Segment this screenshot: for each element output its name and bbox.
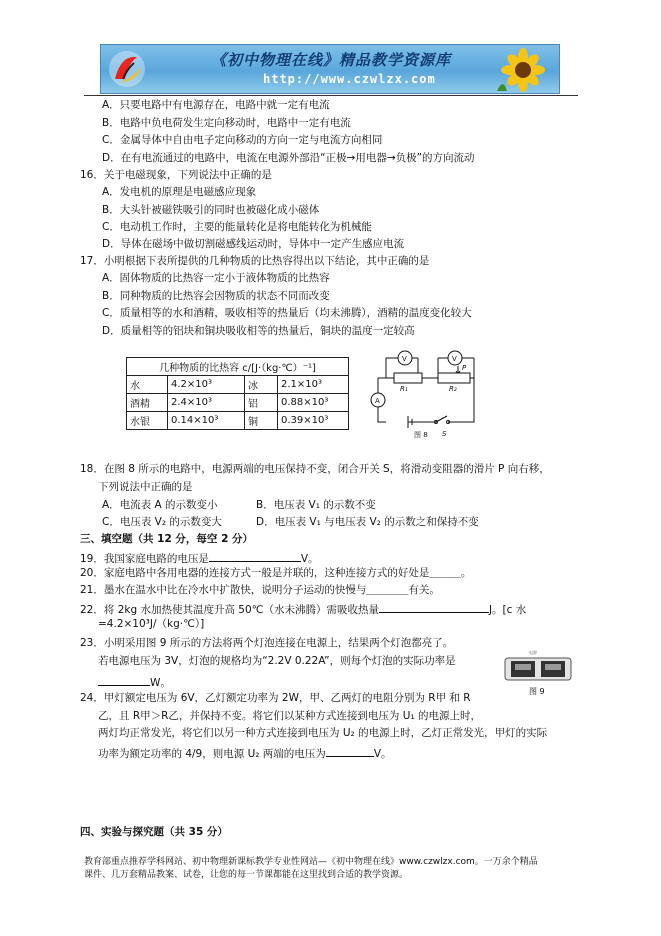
q18-stem-line1: 18．在图 8 所示的电路中，电源两端的电压保持不变，闭合开关 S，将滑动变阻器的滑片 P 向右移， — [80, 463, 550, 475]
header-rule — [84, 95, 578, 96]
banner-title: 《初中物理在线》精品教学资源库 — [211, 51, 452, 69]
q21: 21．墨水在温水中比在冷水中扩散快，说明分子运动的快慢与＿＿＿＿有关。 — [80, 584, 440, 596]
q24-answer-blank[interactable] — [326, 745, 374, 757]
table-header-row — [127, 358, 349, 376]
q24-unit: V。 — [373, 748, 392, 760]
v1-label: V — [402, 355, 407, 363]
table-caption: 几种物质的比热容 c/[J·（kg·℃）⁻¹] — [127, 358, 349, 376]
q20: 20．家庭电路中各用电器的连接方式一般是并联的，这种连接方式的好处是＿＿＿。 — [80, 567, 472, 579]
table-cell: 0.14×10³ — [168, 412, 245, 430]
table-cell: 铝 — [245, 394, 278, 412]
figure-8-caption: 图 8 — [414, 431, 428, 439]
section-3-heading: 三、填空题（共 12 分，每空 2 分） — [80, 533, 254, 545]
footer-line-2: 课件、几万套精品教案、试卷，让您的每一节课都能在这里找到合适的教学资源。 — [84, 870, 409, 880]
q23-answer-blank[interactable] — [98, 674, 150, 686]
slider-p-label: P — [462, 364, 467, 372]
table-cell: 0.88×10³ — [278, 394, 349, 412]
q16-stem: 16．关于电磁现象，下列说法中正确的是 — [80, 169, 272, 181]
q15-option-a: A．只要电路中有电源存在，电路中就一定有电流 — [102, 99, 330, 111]
q17-option-b: B．同种物质的比热容会因物质的状态不同而改变 — [102, 290, 330, 302]
q15-option-b: B．电路中负电荷发生定向移动时，电路中一定有电流 — [102, 117, 351, 129]
q22-line2: =4.2×10³J/（kg·℃）] — [98, 618, 205, 630]
site-logo-icon — [107, 49, 147, 89]
q23-line1: 23．小明采用图 9 所示的方法将两个灯泡连接在电源上，结果两个灯泡都亮了。 — [80, 637, 454, 649]
q17-option-c: C．质量相等的水和酒精，吸收相等的热量后（均未沸腾），酒精的温度变化较大 — [102, 307, 472, 319]
q15-option-d: D．在有电流通过的电路中，电流在电源外部沿“正极→用电器→负极”的方向流动 — [102, 152, 475, 164]
q24-line1: 24．甲灯额定电压为 6V，乙灯额定功率为 2W，甲、乙两灯的电阻分别为 R甲 和 R — [80, 692, 471, 704]
table-cell: 2.4×10³ — [168, 394, 245, 412]
q18-option-d: D．电压表 V₁ 与电压表 V₂ 的示数之和保持不变 — [256, 516, 479, 528]
q15-option-c: C．金属导体中自由电子定向移动的方向一定与电流方向相同 — [102, 134, 383, 146]
q17-stem: 17．小明根据下表所提供的几种物质的比热容得出以下结论，其中正确的是 — [80, 255, 430, 267]
q22-unit: J。[c 水 — [488, 604, 527, 616]
table-cell: 2.1×10³ — [278, 376, 349, 394]
r2-label: R₂ — [449, 385, 457, 393]
specific-heat-table — [126, 357, 349, 430]
q19-unit: V。 — [300, 553, 319, 565]
q16-option-a: A．发电机的原理是电磁感应现象 — [102, 186, 257, 198]
q17-option-d: D．质量相等的铝块和铜块吸收相等的热量后，铜块的温度一定较高 — [102, 325, 415, 337]
table-row — [127, 394, 349, 412]
q16-option-c: C．电动机工作时，主要的能量转化是将电能转化为机械能 — [102, 221, 372, 233]
switch-icon — [435, 416, 450, 424]
q19-answer-blank[interactable] — [209, 550, 301, 562]
header-banner — [100, 44, 560, 94]
q24-line2: 乙，且 R甲＞R乙，并保持不变。将它们以某种方式连接到电压为 U₁ 的电源上时， — [98, 710, 481, 722]
table-row — [127, 412, 349, 430]
table-cell: 水银 — [127, 412, 168, 430]
figure-9-label: 电源 — [529, 650, 537, 655]
footer-line-1: 教育部重点推荐学科网站、初中物理新课标教学专业性网站—《初中物理在线》www.czwlzx.com。一万余个精品 — [84, 857, 538, 867]
table-cell: 4.2×10³ — [168, 376, 245, 394]
q24-line3: 两灯均正常发光，将它们以另一种方式连接到电压为 U₂ 的电源上时，乙灯正常发光，甲灯的实际 — [98, 727, 548, 739]
table-cell: 酒精 — [127, 394, 168, 412]
r1-label: R₁ — [400, 385, 408, 393]
q22-text: 22．将 2kg 水加热使其温度升高 50℃（水未沸腾）需吸收热量 — [80, 604, 379, 616]
figure-9-caption: 图 9 — [529, 687, 545, 696]
q16-option-b: B．大头针被磁铁吸引的同时也被磁化成小磁体 — [102, 204, 320, 216]
ammeter-label: A — [375, 397, 380, 405]
q18-option-c: C．电压表 V₂ 的示数变大 — [102, 516, 222, 528]
r2-rheostat — [438, 373, 470, 383]
v2-label: V — [452, 355, 457, 363]
table-cell: 铜 — [245, 412, 278, 430]
r1-resistor — [394, 373, 422, 383]
q22-answer-blank[interactable] — [379, 601, 489, 613]
q18-option-b: B．电压表 V₁ 的示数不变 — [256, 499, 376, 511]
q19-text: 19．我国家庭电路的电压是 — [80, 553, 209, 565]
q23-unit: W。 — [150, 677, 171, 689]
figure-8-circuit-diagram — [370, 344, 480, 440]
q23-line3 — [98, 674, 171, 690]
q19 — [80, 550, 319, 566]
banner-url[interactable]: http://www.czwlzx.com — [263, 72, 436, 86]
table-cell: 水 — [127, 376, 168, 394]
footer — [84, 856, 584, 882]
figure-9-bulbs — [503, 648, 573, 698]
q24-text: 功率为额定功率的 4/9，则电源 U₂ 两端的电压为 — [98, 748, 326, 760]
q18-stem-line2: 下列说法中正确的是 — [98, 481, 193, 493]
q24-line4 — [98, 745, 392, 761]
q17-option-a: A．固体物质的比热容一定小于液体物质的比热容 — [102, 272, 330, 284]
q23-line2: 若电源电压为 3V，灯泡的规格均为“2.2V 0.22A”，则每个灯泡的实际功率是 — [98, 655, 456, 667]
section-4-heading: 四、实验与探究题（共 35 分） — [80, 826, 228, 838]
q18-option-a: A．电流表 A 的示数变小 — [102, 499, 218, 511]
table-cell: 0.39×10³ — [278, 412, 349, 430]
switch-label: S — [442, 430, 447, 438]
q16-option-d: D．导体在磁场中做切割磁感线运动时，导体中一定产生感应电流 — [102, 238, 405, 250]
table-cell: 冰 — [245, 376, 278, 394]
q22-line1 — [80, 601, 526, 617]
table-row — [127, 376, 349, 394]
sunflower-icon — [493, 47, 553, 93]
